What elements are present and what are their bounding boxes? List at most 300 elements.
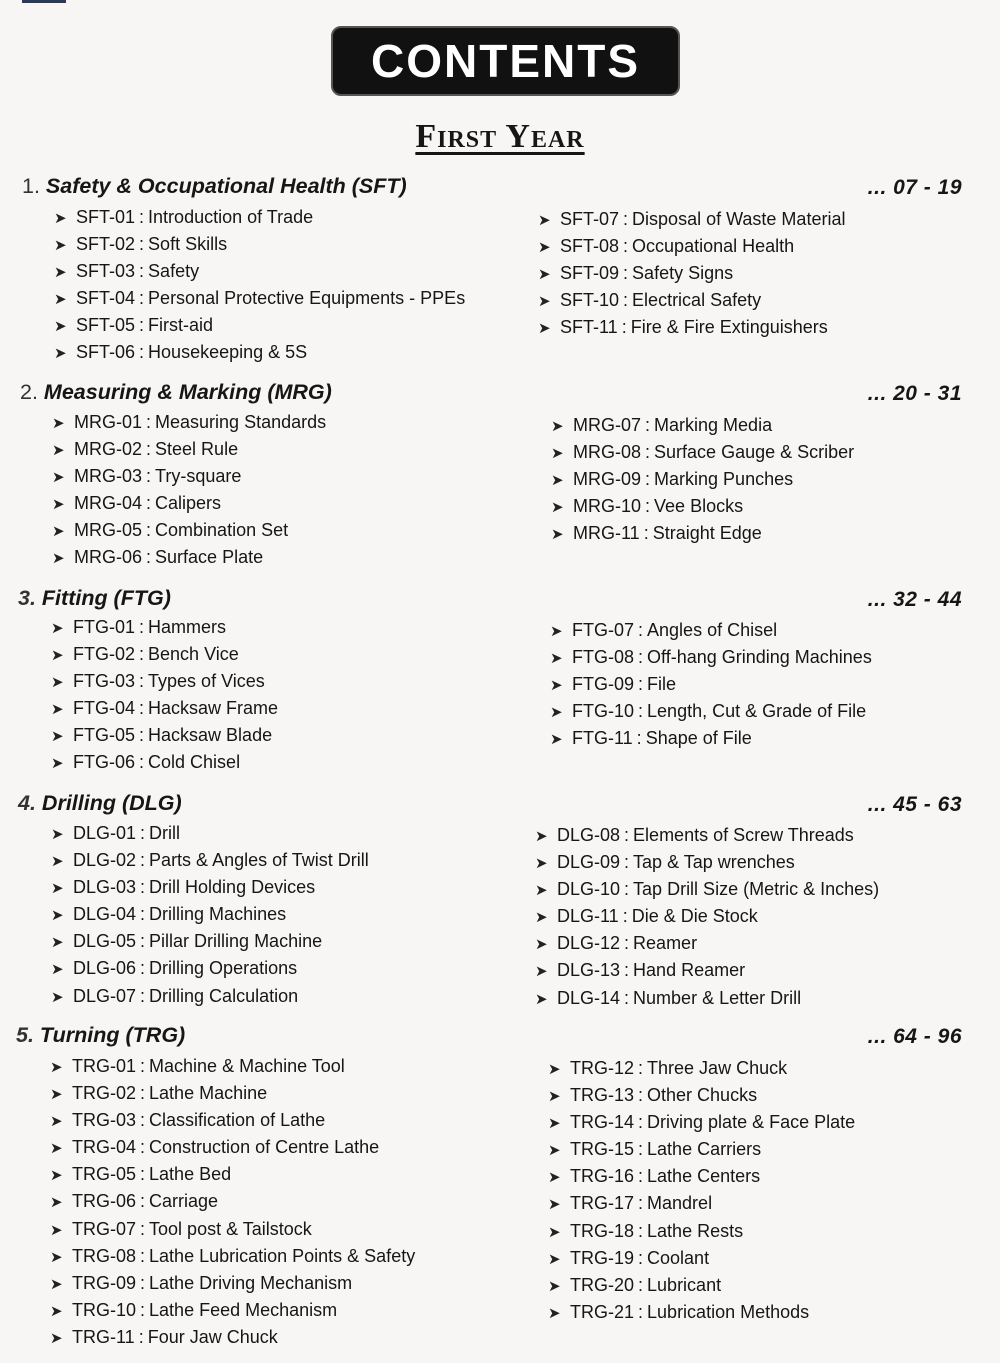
entry-code: MRG-04 [74, 493, 143, 514]
entry-title: Tool post & Tailstock [149, 1218, 312, 1239]
toc-entry [51, 928, 369, 955]
left-column [52, 409, 326, 572]
section-title-text: Measuring & Marking (MRG) [43, 380, 332, 404]
section-title [18, 791, 182, 816]
arrow-bullet-icon: ➤ [535, 936, 548, 954]
entry-code: MRG-11 [573, 523, 640, 544]
entry-separator: : [623, 290, 629, 311]
entry-code: DLG-03 [73, 877, 137, 898]
entry-title: Types of Vices [148, 671, 265, 692]
entry-title: Number & Letter Drill [633, 987, 802, 1008]
arrow-bullet-icon: ➤ [548, 1115, 561, 1133]
entry-separator: : [624, 960, 630, 981]
arrow-bullet-icon: ➤ [51, 853, 64, 871]
entry-title: Lathe Carriers [647, 1139, 762, 1160]
arrow-bullet-icon: ➤ [538, 212, 551, 229]
entry-title: Drill Holding Devices [149, 877, 316, 898]
entry-title: Parts & Angles of Twist Drill [149, 850, 369, 871]
arrow-bullet-icon: ➤ [535, 963, 548, 981]
arrow-bullet-icon: ➤ [535, 828, 548, 845]
arrow-bullet-icon: ➤ [50, 1140, 63, 1158]
arrow-bullet-icon: ➤ [548, 1223, 561, 1241]
entry-separator: : [638, 1058, 644, 1078]
entry-title: Carriage [149, 1191, 219, 1212]
entry-title: Introduction of Trade [148, 207, 314, 227]
entry-code: FTG-07 [572, 620, 635, 640]
entry-title: Cold Chisel [148, 752, 241, 773]
entry-title: Lathe Machine [149, 1083, 268, 1104]
entry-separator: : [624, 852, 630, 873]
entry-title: Elements of Screw Threads [633, 825, 854, 845]
toc-entry [52, 409, 326, 436]
toc-entry [50, 1324, 415, 1351]
toc-entry [548, 1163, 855, 1190]
entry-title: Safety [148, 261, 200, 282]
arrow-bullet-icon: ➤ [548, 1142, 561, 1160]
arrow-bullet-icon: ➤ [50, 1194, 63, 1212]
toc-entry [550, 617, 872, 644]
entry-separator: : [140, 931, 146, 952]
entry-code: TRG-16 [570, 1166, 635, 1187]
section-number: 2. [20, 380, 38, 404]
arrow-bullet-icon: ➤ [548, 1250, 561, 1268]
entry-separator: : [624, 825, 630, 845]
entry-title: Hand Reamer [633, 960, 746, 981]
entry-separator: : [624, 879, 630, 900]
entry-code: FTG-04 [73, 698, 136, 719]
toc-entry [551, 520, 854, 547]
toc-entry [52, 490, 326, 517]
arrow-bullet-icon: ➤ [52, 469, 65, 487]
entry-separator: : [638, 701, 644, 722]
entry-separator: : [638, 1166, 644, 1187]
toc-entry [535, 849, 879, 876]
arrow-bullet-icon: ➤ [51, 755, 64, 773]
arrow-bullet-icon: ➤ [535, 909, 548, 927]
toc-entry [50, 1270, 415, 1297]
left-column [51, 820, 369, 1010]
entry-separator: : [139, 288, 145, 309]
entry-separator: : [638, 620, 644, 640]
toc-entry [51, 847, 369, 874]
toc-entry [538, 287, 845, 314]
entry-code: SFT-08 [560, 236, 620, 257]
entry-separator: : [139, 671, 145, 692]
section-page-range: ... 32 - 44 [867, 588, 962, 611]
section-page-range: ... 64 - 96 [867, 1025, 962, 1048]
entry-separator: : [623, 236, 629, 257]
entry-title: Pillar Drilling Machine [149, 931, 323, 952]
entry-code: DLG-11 [557, 906, 619, 927]
toc-entry [550, 671, 872, 698]
arrow-bullet-icon: ➤ [51, 728, 64, 746]
entry-title: First-aid [148, 315, 214, 336]
entry-title: Coolant [647, 1247, 710, 1268]
toc-entry [548, 1190, 855, 1217]
entry-title: Drill [149, 823, 181, 843]
arrow-bullet-icon: ➤ [50, 1275, 63, 1293]
arrow-bullet-icon: ➤ [52, 550, 65, 568]
entry-separator: : [645, 442, 651, 463]
entry-code: FTG-09 [572, 674, 635, 695]
arrow-bullet-icon: ➤ [50, 1329, 63, 1347]
entry-code: TRG-03 [72, 1110, 137, 1131]
arrow-bullet-icon: ➤ [52, 442, 65, 460]
contents-title-box [331, 26, 680, 96]
entry-title: Lathe Feed Mechanism [149, 1299, 338, 1320]
arrow-bullet-icon: ➤ [54, 237, 67, 255]
arrow-bullet-icon: ➤ [535, 882, 548, 900]
entry-code: TRG-09 [72, 1272, 137, 1293]
arrow-bullet-icon: ➤ [550, 731, 563, 749]
right-column [548, 1055, 855, 1326]
section-number: 3. [18, 586, 36, 610]
toc-entry [54, 231, 465, 258]
entry-code: TRG-13 [570, 1085, 635, 1106]
toc-entry [51, 901, 369, 928]
toc-entry [551, 493, 854, 520]
entry-title: Tap Drill Size (Metric & Inches) [633, 879, 880, 900]
entry-code: TRG-19 [570, 1247, 635, 1268]
entry-code: DLG-06 [73, 958, 137, 979]
entry-code: FTG-11 [572, 728, 633, 749]
entry-code: TRG-05 [72, 1164, 137, 1185]
arrow-bullet-icon: ➤ [50, 1167, 63, 1185]
toc-entry [51, 641, 278, 668]
entry-separator: : [645, 415, 651, 435]
entry-title: Combination Set [155, 520, 289, 541]
arrow-bullet-icon: ➤ [54, 264, 67, 282]
entry-code: SFT-11 [560, 317, 618, 338]
toc-entry [551, 412, 854, 439]
entry-title: Hacksaw Blade [148, 725, 273, 746]
entry-separator: : [638, 1139, 644, 1160]
entry-separator: : [638, 1112, 644, 1133]
section-title-text: Turning (TRG) [39, 1023, 186, 1047]
arrow-bullet-icon: ➤ [535, 855, 548, 873]
right-column [551, 412, 854, 547]
toc-entry [535, 930, 879, 957]
entry-code: DLG-01 [73, 823, 137, 843]
entry-separator: : [146, 466, 152, 487]
entry-separator: : [638, 1220, 644, 1241]
section-title-text: Fitting (FTG) [41, 586, 171, 610]
toc-entry [51, 614, 278, 641]
entry-separator: : [624, 987, 630, 1008]
entry-title: Surface Plate [155, 547, 264, 568]
entry-separator: : [139, 698, 145, 719]
toc-entry [548, 1272, 855, 1299]
entry-code: DLG-02 [73, 850, 137, 871]
entry-separator: : [638, 1274, 644, 1295]
arrow-bullet-icon: ➤ [548, 1196, 561, 1214]
entry-code: MRG-02 [74, 439, 143, 460]
arrow-bullet-icon: ➤ [51, 826, 64, 843]
entry-separator: : [645, 469, 651, 490]
entry-separator: : [146, 493, 152, 514]
arrow-bullet-icon: ➤ [54, 345, 67, 363]
entry-code: DLG-12 [557, 933, 621, 954]
entry-code: SFT-04 [76, 288, 136, 309]
entry-separator: : [140, 1083, 146, 1104]
entry-separator: : [638, 1085, 644, 1106]
toc-entry [51, 983, 369, 1010]
arrow-bullet-icon: ➤ [551, 418, 564, 435]
arrow-bullet-icon: ➤ [50, 1302, 63, 1320]
arrow-bullet-icon: ➤ [50, 1086, 63, 1104]
entry-title: Length, Cut & Grade of File [647, 701, 867, 722]
page-edge-mark [22, 0, 66, 3]
entry-title: Try-square [155, 466, 242, 487]
toc-entry [551, 466, 854, 493]
entry-separator: : [140, 850, 146, 871]
toc-entry [51, 820, 369, 847]
entry-separator: : [140, 1272, 146, 1293]
left-column [50, 1053, 415, 1351]
toc-entry [50, 1134, 415, 1161]
section-heading [0, 791, 1000, 823]
toc-entry [548, 1055, 855, 1082]
entry-code: MRG-08 [573, 442, 642, 463]
entry-separator: : [139, 315, 145, 336]
arrow-bullet-icon: ➤ [538, 239, 551, 257]
entry-separator: : [139, 261, 145, 282]
entry-separator: : [624, 933, 630, 954]
entry-code: TRG-01 [72, 1056, 137, 1076]
entry-separator: : [638, 674, 644, 695]
arrow-bullet-icon: ➤ [51, 961, 64, 979]
section-title-text: Safety & Occupational Health (SFT) [45, 174, 407, 198]
entry-code: SFT-01 [76, 207, 136, 227]
arrow-bullet-icon: ➤ [51, 647, 64, 665]
entry-code: DLG-09 [557, 852, 621, 873]
entry-code: MRG-09 [573, 469, 642, 490]
entry-title: Construction of Centre Lathe [149, 1137, 380, 1158]
entry-code: FTG-03 [73, 671, 136, 692]
arrow-bullet-icon: ➤ [551, 499, 564, 517]
entry-title: Soft Skills [148, 234, 228, 255]
section-page-range: ... 20 - 31 [867, 382, 962, 405]
entry-code: MRG-06 [74, 547, 143, 568]
entry-title: File [647, 674, 677, 695]
section-number: 5. [16, 1023, 34, 1047]
entry-title: Hacksaw Frame [148, 698, 279, 719]
arrow-bullet-icon: ➤ [550, 650, 563, 668]
entry-separator: : [140, 1137, 146, 1158]
toc-entry [51, 874, 369, 901]
arrow-bullet-icon: ➤ [535, 990, 548, 1008]
entry-separator: : [621, 317, 627, 338]
section-number: 1. [22, 174, 40, 198]
entry-title: Tap & Tap wrenches [633, 852, 795, 873]
toc-entry [535, 903, 879, 930]
entry-code: SFT-07 [560, 209, 620, 229]
arrow-bullet-icon: ➤ [548, 1169, 561, 1187]
entry-title: Lubrication Methods [647, 1301, 810, 1322]
entry-separator: : [636, 728, 642, 749]
entry-code: TRG-21 [570, 1301, 635, 1322]
entry-separator: : [140, 1245, 146, 1266]
entry-separator: : [623, 209, 629, 229]
entry-title: Reamer [633, 933, 698, 954]
arrow-bullet-icon: ➤ [550, 677, 563, 695]
toc-entry [538, 206, 845, 233]
entry-separator: : [140, 877, 146, 898]
toc-entry [548, 1109, 855, 1136]
toc-entry [535, 957, 879, 984]
entry-separator: : [139, 752, 145, 773]
toc-entry [54, 339, 465, 366]
entry-code: TRG-10 [72, 1299, 137, 1320]
entry-title: Driving plate & Face Plate [647, 1112, 856, 1133]
entry-separator: : [140, 904, 146, 925]
entry-title: Off-hang Grinding Machines [647, 647, 872, 668]
toc-entry [548, 1082, 855, 1109]
toc-entry [51, 749, 278, 776]
arrow-bullet-icon: ➤ [550, 704, 563, 722]
section-title [22, 174, 407, 199]
section-heading [0, 380, 1000, 412]
entry-code: TRG-14 [570, 1112, 635, 1133]
entry-separator: : [139, 644, 145, 665]
entry-code: DLG-05 [73, 931, 137, 952]
toc-entry [538, 233, 845, 260]
right-column [538, 206, 845, 341]
entry-title: Straight Edge [652, 523, 762, 544]
entry-code: TRG-08 [72, 1245, 137, 1266]
arrow-bullet-icon: ➤ [551, 445, 564, 463]
entry-code: TRG-04 [72, 1137, 137, 1158]
arrow-bullet-icon: ➤ [50, 1059, 63, 1076]
entry-title: Other Chucks [647, 1085, 758, 1106]
toc-entry [51, 695, 278, 722]
entry-separator: : [638, 647, 644, 668]
arrow-bullet-icon: ➤ [548, 1277, 561, 1295]
entry-code: TRG-07 [72, 1218, 137, 1239]
toc-entry [50, 1243, 415, 1270]
entry-title: Vee Blocks [654, 496, 744, 517]
entry-title: Occupational Health [632, 236, 795, 257]
entry-title: Machine & Machine Tool [149, 1056, 345, 1076]
toc-entry [535, 876, 879, 903]
left-column [51, 614, 278, 777]
entry-title: Fire & Fire Extinguishers [630, 317, 828, 338]
toc-entry [50, 1053, 415, 1080]
toc-entry [51, 955, 369, 982]
entry-title: Bench Vice [148, 644, 239, 665]
entry-title: Electrical Safety [632, 290, 762, 311]
entry-code: DLG-07 [73, 985, 137, 1006]
entry-title: Three Jaw Chuck [647, 1058, 788, 1078]
toc-entry [54, 285, 465, 312]
arrow-bullet-icon: ➤ [538, 293, 551, 311]
entry-separator: : [140, 1299, 146, 1320]
entry-title: Drilling Operations [149, 958, 298, 979]
arrow-bullet-icon: ➤ [51, 674, 64, 692]
toc-entry [54, 312, 465, 339]
arrow-bullet-icon: ➤ [548, 1061, 561, 1078]
entry-code: MRG-10 [573, 496, 642, 517]
entry-code: FTG-01 [73, 617, 136, 637]
year-heading: First Year [415, 118, 585, 155]
arrow-bullet-icon: ➤ [52, 496, 65, 514]
entry-title: Personal Protective Equipments - PPEs [148, 288, 466, 309]
entry-title: Lathe Lubrication Points & Safety [149, 1245, 416, 1266]
toc-entry [538, 314, 845, 341]
entry-title: Classification of Lathe [149, 1110, 326, 1131]
left-column [54, 204, 465, 367]
toc-entry [54, 258, 465, 285]
toc-entry [550, 725, 872, 752]
entry-title: Steel Rule [155, 439, 239, 460]
entry-code: TRG-17 [570, 1193, 635, 1214]
arrow-bullet-icon: ➤ [52, 523, 65, 541]
arrow-bullet-icon: ➤ [51, 620, 64, 637]
arrow-bullet-icon: ➤ [51, 880, 64, 898]
entry-code: TRG-15 [570, 1139, 635, 1160]
entry-separator: : [146, 439, 152, 460]
toc-entry [50, 1161, 415, 1188]
entry-code: SFT-09 [560, 263, 620, 284]
arrow-bullet-icon: ➤ [54, 210, 67, 227]
entry-code: FTG-10 [572, 701, 635, 722]
toc-entry [51, 722, 278, 749]
arrow-bullet-icon: ➤ [548, 1088, 561, 1106]
arrow-bullet-icon: ➤ [538, 266, 551, 284]
toc-entry [550, 698, 872, 725]
toc-entry [535, 985, 879, 1012]
toc-entry [54, 204, 465, 231]
contents-title: CONTENTS [371, 35, 640, 87]
entry-title: Housekeeping & 5S [148, 342, 308, 363]
section-number: 4. [18, 791, 36, 815]
entry-title: Safety Signs [632, 263, 734, 284]
toc-entry [548, 1299, 855, 1326]
arrow-bullet-icon: ➤ [50, 1248, 63, 1266]
section-title [16, 1023, 185, 1048]
toc-entry [52, 436, 326, 463]
entry-separator: : [638, 1247, 644, 1268]
toc-entry [50, 1188, 415, 1215]
arrow-bullet-icon: ➤ [50, 1221, 63, 1239]
entry-title: Lathe Centers [647, 1166, 761, 1187]
section-title-text: Drilling (DLG) [41, 791, 182, 815]
entry-separator: : [643, 523, 649, 544]
toc-entry [548, 1245, 855, 1272]
toc-entry [538, 260, 845, 287]
entry-separator: : [140, 1191, 146, 1212]
toc-entry [52, 517, 326, 544]
entry-separator: : [139, 725, 145, 746]
entry-title: Die & Die Stock [631, 906, 758, 927]
arrow-bullet-icon: ➤ [548, 1304, 561, 1322]
toc-entry [50, 1216, 415, 1243]
entry-title: Drilling Calculation [149, 985, 299, 1006]
entry-title: Drilling Machines [149, 904, 287, 925]
arrow-bullet-icon: ➤ [54, 291, 67, 309]
entry-title: Disposal of Waste Material [632, 209, 846, 229]
entry-code: TRG-06 [72, 1191, 137, 1212]
arrow-bullet-icon: ➤ [50, 1113, 63, 1131]
toc-entry [551, 439, 854, 466]
entry-separator: : [139, 342, 145, 363]
entry-title: Calipers [155, 493, 222, 514]
entry-title: Lathe Driving Mechanism [149, 1272, 353, 1293]
entry-code: SFT-10 [560, 290, 620, 311]
arrow-bullet-icon: ➤ [551, 472, 564, 490]
entry-title: Shape of File [645, 728, 752, 749]
entry-title: Lubricant [647, 1274, 722, 1295]
